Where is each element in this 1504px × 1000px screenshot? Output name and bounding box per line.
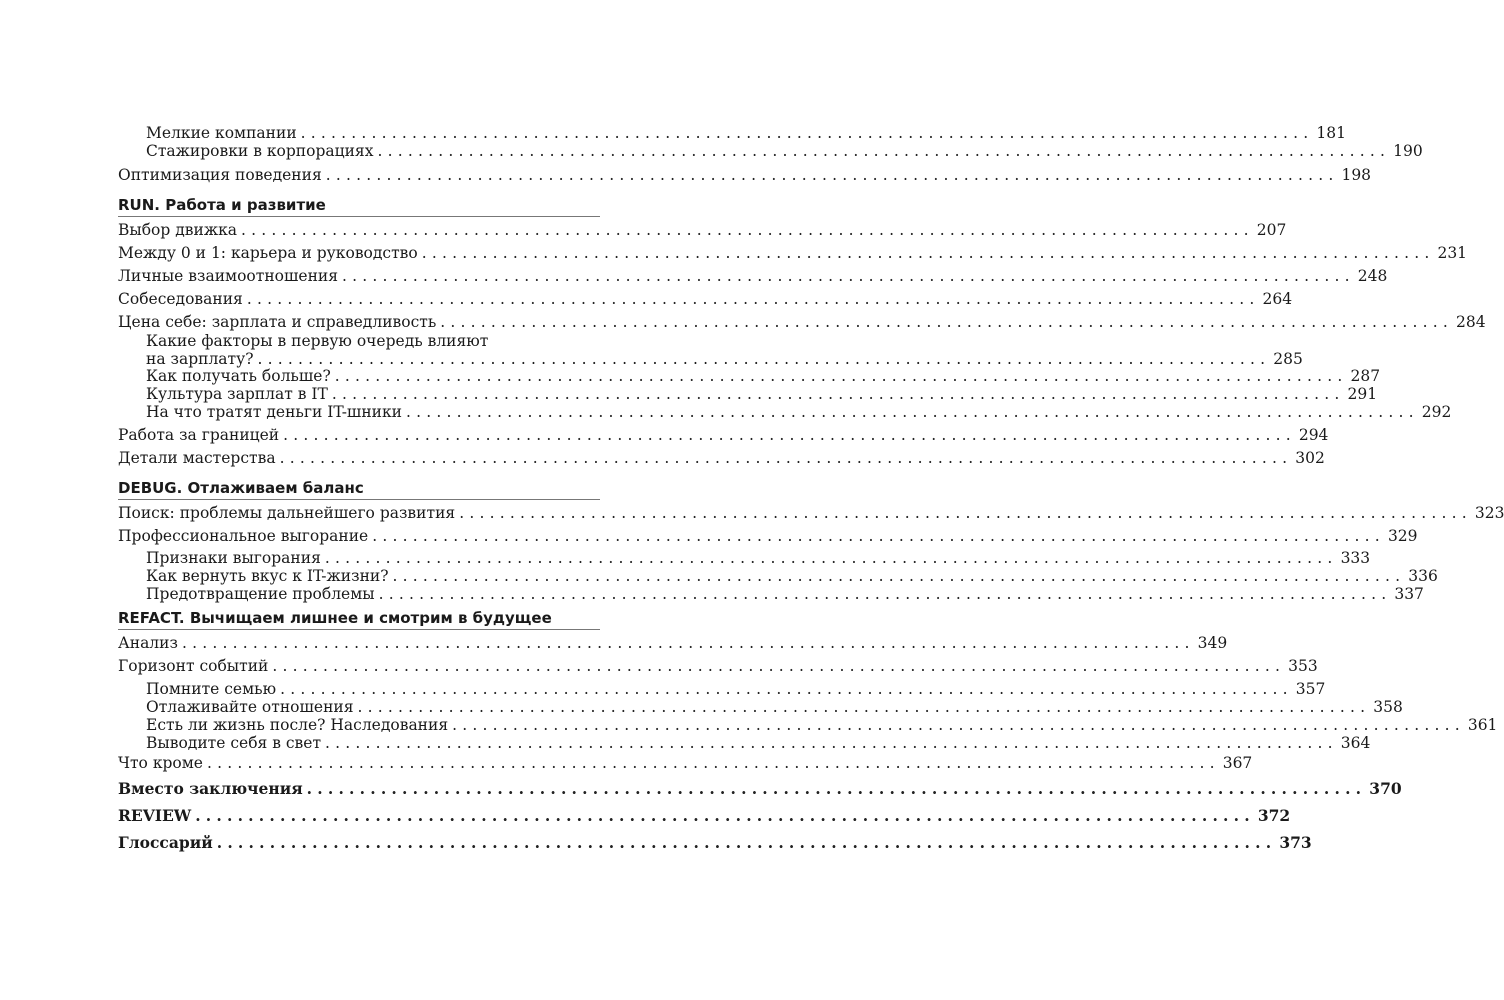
toc-entry-title: Есть ли жизнь после? Наследования bbox=[146, 716, 449, 734]
toc-entry bbox=[118, 309, 1486, 331]
toc-entry bbox=[146, 399, 1452, 421]
dot-leader: .................................................................................................... bbox=[342, 267, 1355, 285]
toc-entry bbox=[118, 630, 1228, 652]
toc-entry-page: 358 bbox=[1373, 698, 1403, 716]
toc-entry-page: 372 bbox=[1257, 806, 1291, 825]
toc-entry bbox=[146, 581, 1424, 603]
dot-leader: .................................................................................................... bbox=[279, 449, 1293, 467]
toc-entry bbox=[118, 750, 1253, 772]
toc-entry-page: 323 bbox=[1474, 504, 1504, 522]
toc-entry-title: Работа за границей bbox=[118, 426, 280, 444]
toc-entry-page: 353 bbox=[1288, 657, 1318, 675]
dot-leader: .................................................................................................... bbox=[357, 698, 1371, 716]
toc-entry-page: 364 bbox=[1340, 734, 1371, 752]
toc-entry-title: Между 0 и 1: карьера и руководство bbox=[118, 244, 418, 262]
toc-entry-page: 231 bbox=[1437, 244, 1468, 262]
dot-leader: .................................................................................................... bbox=[452, 716, 1465, 734]
dot-leader: .................................................................................................... bbox=[324, 549, 1338, 567]
toc-entry-title: Горизонт событий bbox=[118, 657, 269, 675]
dot-leader: .................................................................................................... bbox=[440, 313, 1453, 331]
dot-leader: .................................................................................................... bbox=[272, 657, 1286, 675]
dot-leader: .................................................................................................... bbox=[241, 221, 1254, 239]
section-heading: RUN. Работа и развитие bbox=[118, 196, 326, 214]
toc-entry-title: Поиск: проблемы дальнейшего развития bbox=[118, 504, 456, 522]
dot-leader: .................................................................................................... bbox=[421, 244, 1435, 262]
toc-entry-title: Признаки выгорания bbox=[146, 549, 321, 567]
toc-entry-title: Профессиональное выгорание bbox=[118, 527, 369, 545]
toc-entry-title: Помните семью bbox=[146, 680, 277, 698]
toc-entry-title: Как вернуть вкус к IT-жизни? bbox=[146, 567, 389, 585]
section-heading: REFACT. Вычищаем лишнее и смотрим в будущее bbox=[118, 609, 552, 627]
dot-leader: .................................................................................................... bbox=[216, 833, 1277, 852]
toc-entry-page: 349 bbox=[1197, 634, 1228, 652]
dot-leader: .................................................................................................... bbox=[207, 754, 1220, 772]
toc-entry bbox=[118, 523, 1418, 545]
toc-entry-page: 329 bbox=[1387, 527, 1418, 545]
dot-leader: .................................................................................................... bbox=[181, 634, 1195, 652]
dot-leader: .................................................................................................... bbox=[257, 350, 1271, 368]
dot-leader: .................................................................................................... bbox=[331, 385, 1345, 403]
toc-entry-page: 337 bbox=[1394, 585, 1424, 603]
toc-entry-title: Анализ bbox=[118, 634, 178, 652]
toc-entry-title: Как получать больше? bbox=[146, 367, 331, 385]
toc-entry-page: 370 bbox=[1369, 779, 1402, 798]
dot-leader: .................................................................................................... bbox=[306, 779, 1367, 798]
dot-leader: .................................................................................................... bbox=[372, 527, 1385, 545]
toc-entry-title: Выбор движка bbox=[118, 221, 238, 239]
toc-entry-title: Культура зарплат в IT bbox=[146, 385, 328, 403]
toc-entry-title-cont: на зарплату? bbox=[146, 350, 254, 368]
toc-entry-title: Оптимизация поведения bbox=[118, 166, 322, 184]
dot-leader: .................................................................................................... bbox=[246, 290, 1260, 308]
toc-entry-page: 264 bbox=[1262, 290, 1293, 308]
toc-entry-page: 336 bbox=[1408, 567, 1438, 585]
dot-leader: .................................................................................................... bbox=[459, 504, 1472, 522]
dot-leader: .................................................................................................... bbox=[378, 585, 1392, 603]
toc-entry-title: Вместо заключения bbox=[118, 779, 303, 798]
toc-entry bbox=[146, 138, 1423, 160]
toc-entry-page: 190 bbox=[1393, 142, 1423, 160]
dot-leader: .................................................................................................... bbox=[406, 403, 1419, 421]
dot-leader: .................................................................................................... bbox=[377, 142, 1391, 160]
toc-entry bbox=[118, 500, 1504, 522]
toc-entry bbox=[118, 286, 1293, 308]
section-heading: DEBUG. Отлаживаем баланс bbox=[118, 479, 364, 497]
toc-entry bbox=[118, 162, 1372, 184]
toc-entry-title: Глоссарий bbox=[118, 833, 213, 852]
toc-entry-page: 373 bbox=[1279, 833, 1312, 852]
toc-entry-page: 292 bbox=[1421, 403, 1452, 421]
toc-entry bbox=[118, 653, 1318, 675]
toc-entry bbox=[118, 217, 1287, 239]
dot-leader: .................................................................................................... bbox=[325, 734, 1338, 752]
dot-leader: .................................................................................................... bbox=[392, 567, 1406, 585]
toc-entry-title: Выводите себя в свет bbox=[146, 734, 322, 752]
toc-entry-title: Собеседования bbox=[118, 290, 243, 308]
toc-entry-page: 198 bbox=[1341, 166, 1372, 184]
toc-entry-page: 248 bbox=[1357, 267, 1388, 285]
toc-entry-title: Личные взаимоотношения bbox=[118, 267, 339, 285]
toc-entry-page: 181 bbox=[1316, 124, 1346, 142]
toc-entry-title: На что тратят деньги IT-шники bbox=[146, 403, 403, 421]
toc-entry-page: 291 bbox=[1347, 385, 1378, 403]
dot-leader: .................................................................................................... bbox=[334, 367, 1348, 385]
toc-entry-page: 357 bbox=[1295, 680, 1326, 698]
toc-entry bbox=[118, 422, 1329, 444]
dot-leader: .................................................................................................... bbox=[300, 124, 1314, 142]
toc-entry-page: 302 bbox=[1295, 449, 1325, 467]
toc-entry-title: REVIEW bbox=[118, 806, 192, 825]
toc-entry bbox=[118, 830, 1312, 852]
toc-entry-page: 367 bbox=[1222, 754, 1253, 772]
toc-entry bbox=[118, 776, 1402, 798]
dot-leader: .................................................................................................... bbox=[283, 426, 1296, 444]
toc-entry-page: 333 bbox=[1340, 549, 1371, 567]
toc-entry bbox=[118, 445, 1325, 467]
toc-entry-page: 207 bbox=[1256, 221, 1287, 239]
toc-entry-title: Какие факторы в первую очередь влияют bbox=[146, 332, 489, 350]
dot-leader: .................................................................................................... bbox=[195, 806, 1255, 825]
toc-entry-title: Цена себе: зарплата и справедливость bbox=[118, 313, 437, 331]
toc-entry-title: Что кроме bbox=[118, 754, 203, 772]
toc-entry-title: Детали мастерства bbox=[118, 449, 276, 467]
toc-entry bbox=[146, 730, 1371, 752]
toc-entry bbox=[118, 803, 1291, 825]
toc-entry bbox=[118, 263, 1388, 285]
toc-entry-page: 285 bbox=[1273, 350, 1303, 368]
toc-entry bbox=[118, 240, 1468, 262]
toc-entry-title: Мелкие компании bbox=[146, 124, 297, 142]
toc-entry-page: 361 bbox=[1467, 716, 1498, 734]
toc-entry-page: 294 bbox=[1298, 426, 1329, 444]
dot-leader: .................................................................................................... bbox=[280, 680, 1293, 698]
dot-leader: .................................................................................................... bbox=[325, 166, 1339, 184]
toc-entry-title: Отлаживайте отношения bbox=[146, 698, 354, 716]
toc-entry-page: 284 bbox=[1455, 313, 1486, 331]
toc-entry-title: Стажировки в корпорациях bbox=[146, 142, 374, 160]
toc-entry-page: 287 bbox=[1350, 367, 1381, 385]
toc-entry-title: Предотвращение проблемы bbox=[146, 585, 375, 603]
